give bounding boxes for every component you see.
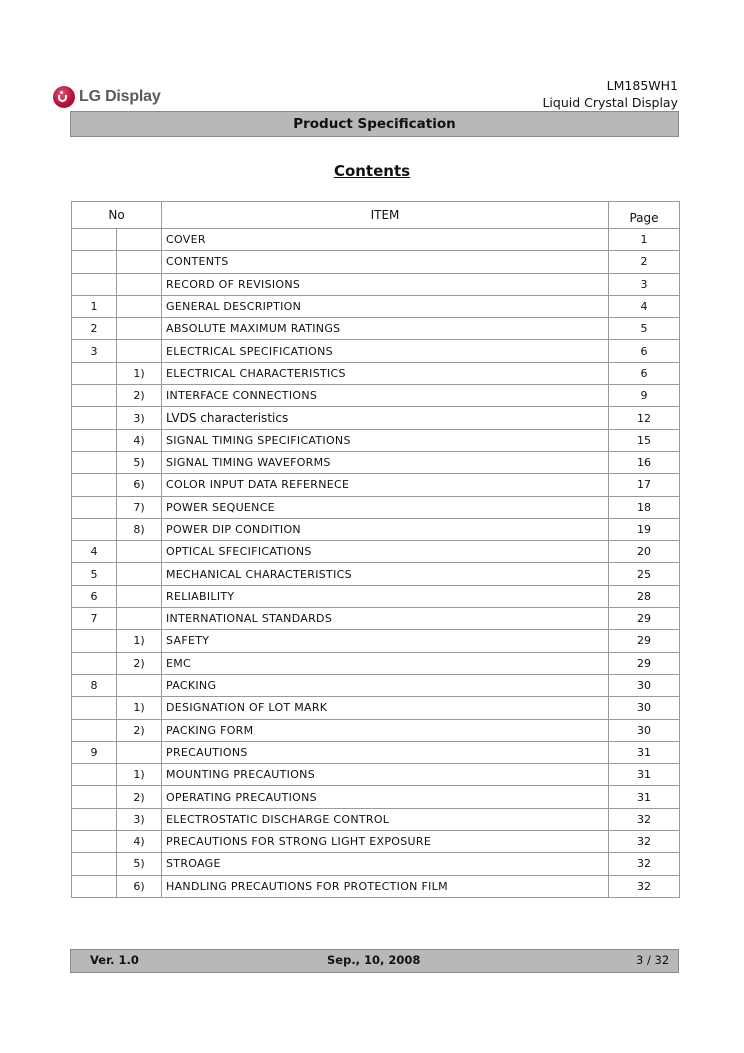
toc-page-number: 30 [609, 674, 680, 696]
toc-page-number: 20 [609, 541, 680, 563]
toc-item-title: MECHANICAL CHARACTERISTICS [162, 563, 609, 585]
toc-page-number: 18 [609, 496, 680, 518]
toc-number: 9 [72, 741, 117, 763]
toc-item-title: COLOR INPUT DATA REFERNECE [162, 474, 609, 496]
toc-item-title: CONTENTS [162, 251, 609, 273]
column-header-page: Page [609, 202, 680, 229]
toc-page-number: 4 [609, 295, 680, 317]
toc-subnumber [117, 229, 162, 251]
toc-page-number: 30 [609, 697, 680, 719]
toc-page-number: 19 [609, 518, 680, 540]
model-number: LM185WH1 [606, 78, 678, 93]
toc-subnumber [117, 340, 162, 362]
toc-page-number: 3 [609, 273, 680, 295]
toc-number [72, 719, 117, 741]
toc-page-number: 29 [609, 608, 680, 630]
toc-number: 4 [72, 541, 117, 563]
table-row [72, 229, 680, 251]
toc-number [72, 474, 117, 496]
toc-number [72, 808, 117, 830]
toc-item-title: ELECTROSTATIC DISCHARGE CONTROL [162, 808, 609, 830]
toc-item-title: ELECTRICAL SPECIFICATIONS [162, 340, 609, 362]
toc-item-title: PRECAUTIONS [162, 741, 609, 763]
toc-page-number: 32 [609, 875, 680, 897]
table-row [72, 251, 680, 273]
table-row [72, 608, 680, 630]
toc-item-title: OPERATING PRECAUTIONS [162, 786, 609, 808]
toc-subnumber: 1) [117, 630, 162, 652]
toc-number [72, 652, 117, 674]
toc-item-title: STROAGE [162, 853, 609, 875]
toc-item-title: MOUNTING PRECAUTIONS [162, 764, 609, 786]
header-band [70, 111, 679, 137]
toc-page-number: 6 [609, 362, 680, 384]
toc-page-number: 16 [609, 451, 680, 473]
toc-subnumber: 3) [117, 808, 162, 830]
toc-page-number: 30 [609, 719, 680, 741]
toc-number [72, 429, 117, 451]
toc-number: 1 [72, 295, 117, 317]
toc-item-title: POWER DIP CONDITION [162, 518, 609, 540]
toc-item-title: PACKING [162, 674, 609, 696]
toc-item-title: INTERFACE CONNECTIONS [162, 385, 609, 407]
toc-number [72, 853, 117, 875]
toc-subnumber [117, 674, 162, 696]
toc-number [72, 385, 117, 407]
toc-item-title: ELECTRICAL CHARACTERISTICS [162, 362, 609, 384]
table-row [72, 362, 680, 384]
toc-subnumber [117, 318, 162, 340]
table-row [72, 318, 680, 340]
lg-logo-icon [53, 86, 75, 108]
table-row [72, 340, 680, 362]
table-row [72, 474, 680, 496]
toc-subnumber [117, 251, 162, 273]
toc-number: 7 [72, 608, 117, 630]
toc-page-number: 9 [609, 385, 680, 407]
toc-number: 3 [72, 340, 117, 362]
table-row [72, 541, 680, 563]
toc-number [72, 630, 117, 652]
table-row [72, 295, 680, 317]
toc-number [72, 251, 117, 273]
toc-subnumber: 2) [117, 385, 162, 407]
table-row [72, 273, 680, 295]
toc-subnumber: 2) [117, 786, 162, 808]
toc-page-number: 17 [609, 474, 680, 496]
table-row [72, 563, 680, 585]
toc-subnumber [117, 295, 162, 317]
toc-page-number: 6 [609, 340, 680, 362]
toc-subnumber: 8) [117, 518, 162, 540]
toc-item-title: LVDS characteristics [162, 407, 609, 429]
toc-subnumber: 1) [117, 697, 162, 719]
toc-subnumber: 3) [117, 407, 162, 429]
toc-page-number: 32 [609, 831, 680, 853]
toc-subnumber: 1) [117, 764, 162, 786]
toc-number: 8 [72, 674, 117, 696]
table-row [72, 786, 680, 808]
table-row [72, 875, 680, 897]
toc-number [72, 831, 117, 853]
table-row [72, 674, 680, 696]
toc-subnumber: 6) [117, 474, 162, 496]
table-row [72, 808, 680, 830]
table-row [72, 652, 680, 674]
document-identifier [542, 77, 678, 111]
toc-page-number: 12 [609, 407, 680, 429]
toc-page-number: 5 [609, 318, 680, 340]
toc-number [72, 518, 117, 540]
toc-item-title: PRECAUTIONS FOR STRONG LIGHT EXPOSURE [162, 831, 609, 853]
toc-number [72, 407, 117, 429]
toc-item-title: OPTICAL SFECIFICATIONS [162, 541, 609, 563]
toc-subnumber [117, 563, 162, 585]
column-header-no: No [72, 202, 162, 229]
toc-number [72, 496, 117, 518]
toc-number [72, 875, 117, 897]
table-row [72, 764, 680, 786]
table-row [72, 585, 680, 607]
toc-item-title: EMC [162, 652, 609, 674]
toc-page-number: 1 [609, 229, 680, 251]
toc-number [72, 362, 117, 384]
toc-page-number: 32 [609, 853, 680, 875]
toc-subnumber: 6) [117, 875, 162, 897]
toc-item-title: RELIABILITY [162, 585, 609, 607]
toc-number [72, 229, 117, 251]
toc-page-number: 31 [609, 764, 680, 786]
footer-version: Ver. 1.0 [90, 953, 139, 967]
toc-subnumber: 2) [117, 719, 162, 741]
table-row [72, 630, 680, 652]
toc-subnumber [117, 585, 162, 607]
table-row [72, 429, 680, 451]
toc-item-title: COVER [162, 229, 609, 251]
toc-page-number: 29 [609, 652, 680, 674]
toc-subnumber: 4) [117, 429, 162, 451]
toc-number [72, 786, 117, 808]
toc-number [72, 697, 117, 719]
toc-page-number: 31 [609, 786, 680, 808]
toc-subnumber: 5) [117, 853, 162, 875]
table-row [72, 697, 680, 719]
toc-page-number: 31 [609, 741, 680, 763]
band-title: Product Specification [293, 116, 456, 132]
table-row [72, 385, 680, 407]
toc-number [72, 451, 117, 473]
toc-item-title: ABSOLUTE MAXIMUM RATINGS [162, 318, 609, 340]
contents-table [71, 201, 680, 898]
toc-item-title: SIGNAL TIMING SPECIFICATIONS [162, 429, 609, 451]
page-title: Contents [333, 162, 411, 180]
brand-name: LG Display [79, 88, 161, 105]
toc-item-title: RECORD OF REVISIONS [162, 273, 609, 295]
toc-item-title: INTERNATIONAL STANDARDS [162, 608, 609, 630]
toc-subnumber: 4) [117, 831, 162, 853]
toc-subnumber [117, 741, 162, 763]
table-row [72, 518, 680, 540]
toc-number: 2 [72, 318, 117, 340]
table-row [72, 741, 680, 763]
toc-page-number: 32 [609, 808, 680, 830]
toc-number: 6 [72, 585, 117, 607]
table-row [72, 407, 680, 429]
toc-number: 5 [72, 563, 117, 585]
toc-item-title: HANDLING PRECAUTIONS FOR PROTECTION FILM [162, 875, 609, 897]
toc-item-title: DESIGNATION OF LOT MARK [162, 697, 609, 719]
toc-page-number: 28 [609, 585, 680, 607]
toc-subnumber [117, 273, 162, 295]
toc-item-title: POWER SEQUENCE [162, 496, 609, 518]
column-header-item: ITEM [162, 202, 609, 229]
table-header-row [72, 202, 680, 229]
table-row [72, 496, 680, 518]
toc-number [72, 273, 117, 295]
toc-item-title: GENERAL DESCRIPTION [162, 295, 609, 317]
table-row [72, 853, 680, 875]
product-type: Liquid Crystal Display [542, 95, 678, 110]
footer-page-number: 3 / 32 [636, 953, 670, 967]
table-row [72, 831, 680, 853]
brand-logo [53, 85, 161, 109]
contents-table-body [72, 229, 680, 898]
toc-page-number: 2 [609, 251, 680, 273]
toc-subnumber: 5) [117, 451, 162, 473]
toc-subnumber: 1) [117, 362, 162, 384]
toc-item-title: PACKING FORM [162, 719, 609, 741]
footer-date: Sep., 10, 2008 [327, 953, 421, 967]
toc-subnumber [117, 541, 162, 563]
toc-page-number: 25 [609, 563, 680, 585]
toc-page-number: 15 [609, 429, 680, 451]
toc-item-title: SAFETY [162, 630, 609, 652]
toc-page-number: 29 [609, 630, 680, 652]
table-row [72, 719, 680, 741]
toc-subnumber [117, 608, 162, 630]
toc-number [72, 764, 117, 786]
toc-item-title: SIGNAL TIMING WAVEFORMS [162, 451, 609, 473]
toc-subnumber: 7) [117, 496, 162, 518]
toc-subnumber: 2) [117, 652, 162, 674]
table-row [72, 451, 680, 473]
